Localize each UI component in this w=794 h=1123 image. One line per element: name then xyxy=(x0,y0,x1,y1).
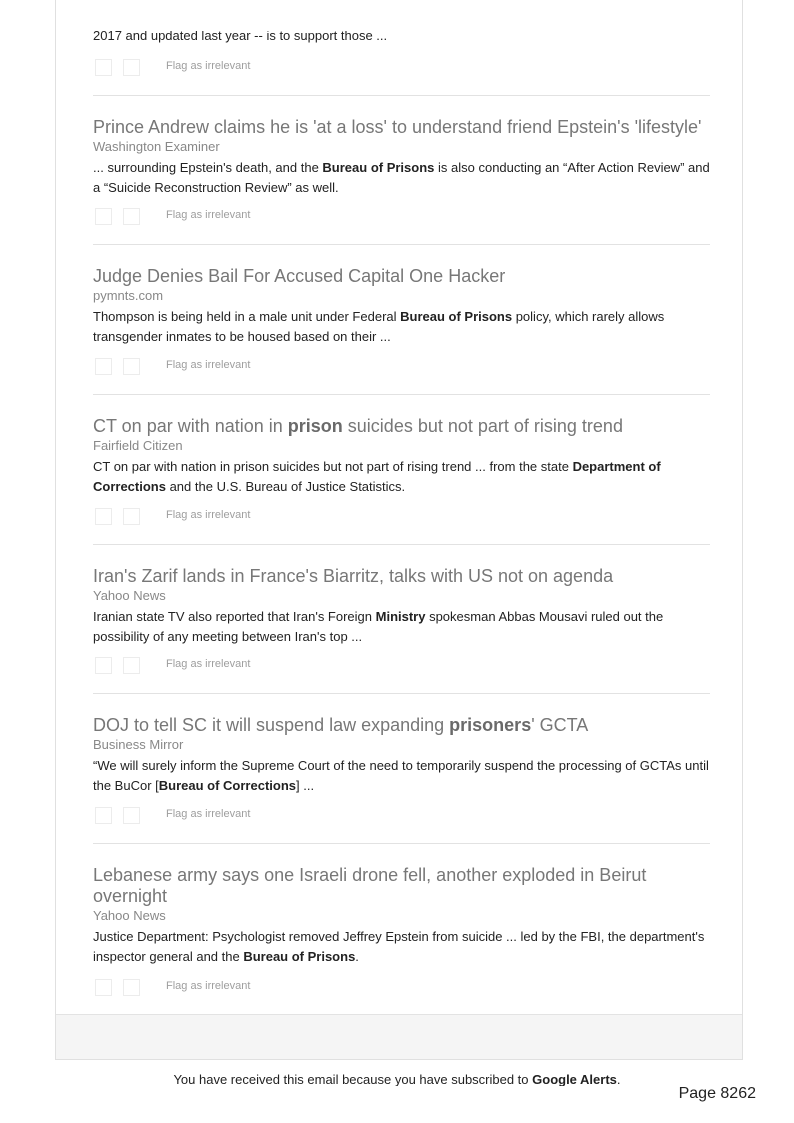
flag-irrelevant-link[interactable]: Flag as irrelevant xyxy=(166,980,251,992)
separator xyxy=(93,693,710,694)
alert-source: Yahoo News xyxy=(93,588,166,603)
alert-item xyxy=(93,566,713,647)
alert-source: Washington Examiner xyxy=(93,139,220,154)
flag-irrelevant-link[interactable]: Flag as irrelevant xyxy=(166,808,251,820)
alert-title[interactable]: Lebanese army says one Israeli drone fell, another exploded in Beirut overnight xyxy=(93,865,647,906)
thumbs-down-icon[interactable] xyxy=(123,657,140,674)
alert-title[interactable]: DOJ to tell SC it will suspend law expanding prisoners' GCTA xyxy=(93,715,589,735)
thumbs-up-icon[interactable] xyxy=(95,657,112,674)
alert-snippet: Justice Department: Psychologist removed Jeffrey Epstein from suicide ... led by the FBI, the department's inspector general and the Bureau of Prisons. xyxy=(93,929,705,964)
flag-irrelevant-link[interactable]: Flag as irrelevant xyxy=(166,60,251,72)
separator xyxy=(93,95,710,96)
thumbs-up-icon[interactable] xyxy=(95,208,112,225)
subscription-notice: You have received this email because you have subscribed to Google Alerts. xyxy=(173,1072,621,1086)
separator xyxy=(93,244,710,245)
thumbs-down-icon[interactable] xyxy=(123,807,140,824)
thumbs-up-icon[interactable] xyxy=(95,979,112,996)
alert-title[interactable]: Prince Andrew claims he is 'at a loss' to understand friend Epstein's 'lifestyle' xyxy=(93,117,702,137)
separator xyxy=(93,544,710,545)
alert-item xyxy=(93,865,713,967)
flag-irrelevant-link[interactable]: Flag as irrelevant xyxy=(166,658,251,670)
thumbs-up-icon[interactable] xyxy=(95,807,112,824)
alert-snippet: Thompson is being held in a male unit under Federal Bureau of Prisons policy, which rarely allows transgender inmates to be housed based on their ... xyxy=(93,309,665,344)
alert-source: pymnts.com xyxy=(93,288,164,303)
alert-snippet: “We will surely inform the Supreme Court of the need to temporarily suspend the processing of GCTAs until the BuCor [Bureau of Corrections] ... xyxy=(93,758,709,793)
thumbs-down-icon[interactable] xyxy=(123,508,140,525)
card-footer xyxy=(56,1014,742,1059)
previous-item-snippet: 2017 and updated last year -- is to support those ... xyxy=(93,31,388,43)
alert-item xyxy=(93,416,713,497)
alert-source: Fairfield Citizen xyxy=(93,438,183,453)
thumbs-down-icon[interactable] xyxy=(123,358,140,375)
alert-item xyxy=(93,266,713,347)
alert-source: Business Mirror xyxy=(93,737,184,752)
alert-snippet: ... surrounding Epstein's death, and the Bureau of Prisons is also conducting an “After Action Review” and a “Suicide Reconstruction Review” as well. xyxy=(93,160,710,195)
google-alerts-link[interactable]: Google Alerts xyxy=(532,1072,617,1086)
separator xyxy=(93,394,710,395)
page-number: Page 8262 xyxy=(678,1085,756,1102)
thumbs-up-icon[interactable] xyxy=(95,358,112,375)
alert-item xyxy=(93,715,713,796)
alert-snippet: Iranian state TV also reported that Iran's Foreign Ministry spokesman Abbas Mousavi ruled out the possibility of any meeting between Iran's top ... xyxy=(93,609,664,644)
alert-source: Yahoo News xyxy=(93,908,166,923)
separator xyxy=(93,843,710,844)
thumbs-down-icon[interactable] xyxy=(123,208,140,225)
flag-irrelevant-link[interactable]: Flag as irrelevant xyxy=(166,509,251,521)
alert-item xyxy=(93,117,713,198)
alert-snippet: CT on par with nation in prison suicides but not part of rising trend ... from the state Department of Corrections and the U.S. Bureau of Justice Statistics. xyxy=(93,459,661,494)
thumbs-down-icon[interactable] xyxy=(123,59,140,76)
thumbs-up-icon[interactable] xyxy=(95,59,112,76)
alert-title[interactable]: CT on par with nation in prison suicides but not part of rising trend xyxy=(93,416,623,436)
thumbs-down-icon[interactable] xyxy=(123,979,140,996)
flag-irrelevant-link[interactable]: Flag as irrelevant xyxy=(166,209,251,221)
alerts-card xyxy=(55,0,743,1060)
thumbs-up-icon[interactable] xyxy=(95,508,112,525)
alert-title[interactable]: Judge Denies Bail For Accused Capital One Hacker xyxy=(93,266,506,286)
alert-title[interactable]: Iran's Zarif lands in France's Biarritz, talks with US not on agenda xyxy=(93,566,614,586)
flag-irrelevant-link[interactable]: Flag as irrelevant xyxy=(166,359,251,371)
